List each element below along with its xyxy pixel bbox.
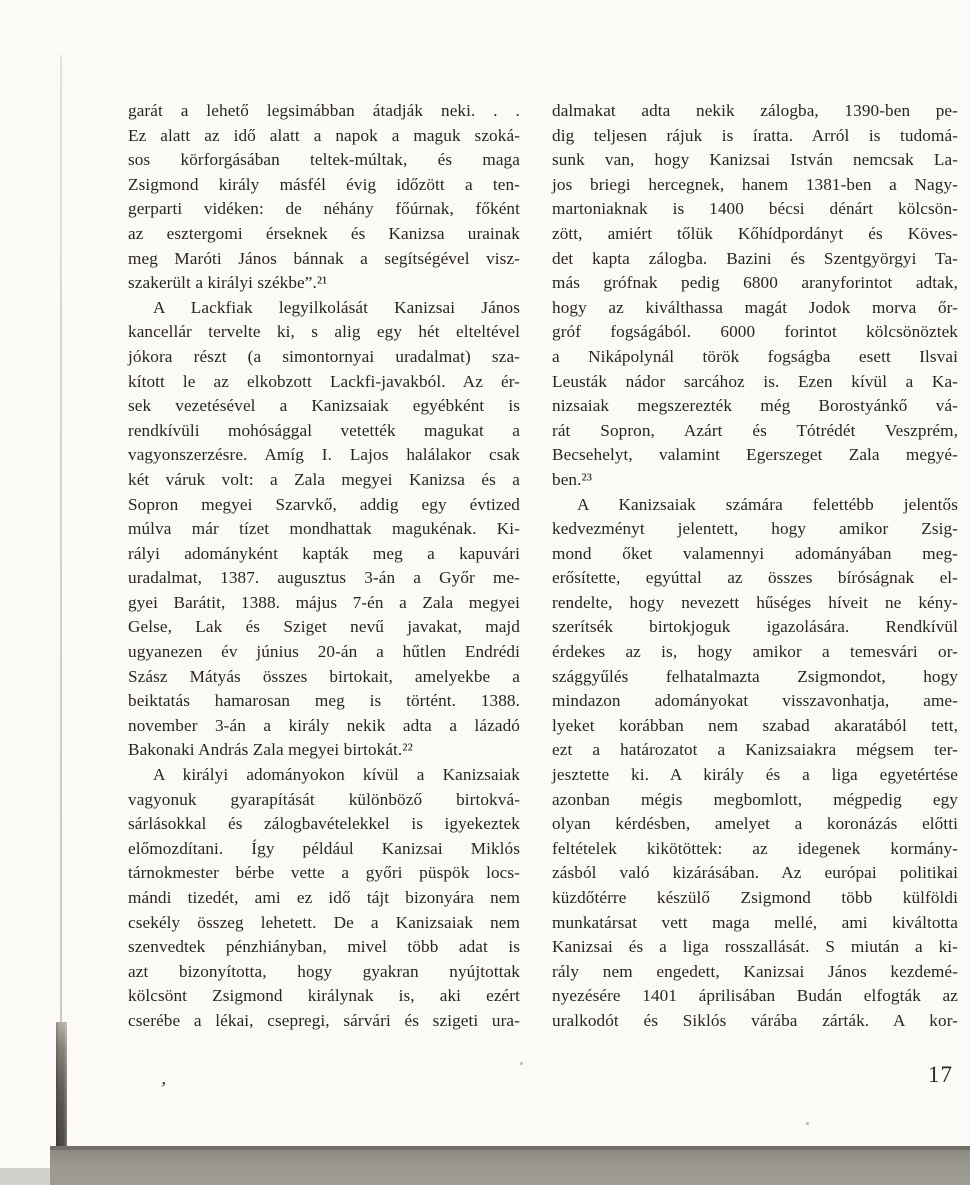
- text-line: munkatársat vett maga mellé, ami kiváltotta: [552, 912, 958, 932]
- text-line: szerítsék birtokjoguk igazolására. Rendkívül: [552, 617, 958, 637]
- text-line: rályi adományként kapták meg a kapuvári: [128, 543, 520, 563]
- text-line: Zsigmond király másfél évig időzött a ten-: [128, 174, 520, 194]
- paragraph: [128, 99, 520, 296]
- text-line: rát Sopron, Azárt és Tótrédét Veszprém,: [552, 420, 958, 440]
- text-line: Ez alatt az idő alatt a napok a maguk szoká-: [128, 125, 520, 145]
- paragraph: [128, 763, 520, 1034]
- text-line: csekély összeg lehetett. De a Kanizsaiak nem: [128, 912, 520, 932]
- text-line: sunk van, hogy Kanizsai István nemcsak La-: [552, 150, 958, 170]
- paragraph: [128, 296, 520, 763]
- text-line: dalmakat adta nekik zálogba, 1390-ben pe-: [552, 101, 958, 120]
- text-line: jos briegi hercegnek, hanem 1381-ben a Nagy-: [552, 174, 958, 194]
- text-line: zásból való kizárásában. Az európai politikai: [552, 863, 958, 883]
- text-line: Sopron megyei Szarvkő, addig egy évtized: [128, 494, 520, 514]
- text-line: zött, amiért tőlük Kőhídpordányt és Köves-: [552, 223, 958, 243]
- text-line: kedvezményt jelentett, hogy amikor Zsig-: [552, 519, 958, 539]
- text-line: rály nem engedett, Kanizsai János kezdemé-: [552, 961, 958, 981]
- text-line: vagyonuk gyarapítását különböző birtokvá-: [128, 789, 520, 809]
- text-line: feltételek kikötöttek: az idegenek kormány-: [552, 838, 958, 858]
- text-line: martoniaknak is 1400 bécsi dénárt kölcsön-: [552, 199, 958, 219]
- text-line: nyezésére 1401 áprilisában Budán elfogták az: [552, 986, 958, 1006]
- text-line: rendelte, hogy nevezett hűséges híveit ne kény-: [552, 592, 958, 612]
- text-line: sek vezetésével a Kanizsaiak egyébként is: [128, 396, 520, 416]
- text-line: november 3-án a király nekik adta a lázadó: [128, 715, 520, 735]
- text-line: kított le az elkobzott Lackfi-javakból. Az ér-: [128, 371, 520, 391]
- text-line: mindazon adományokat visszavonhatja, ame-: [552, 691, 958, 711]
- text-line: azt bizonyította, hogy gyakran nyújtottak: [128, 961, 520, 981]
- text-line: gróf fogságából. 6000 forintot kölcsönöztek: [552, 322, 958, 342]
- text-line: nizsaiak megszerezték még Borostyánkő vá-: [552, 396, 958, 416]
- scan-bottom-left-edge: [0, 1168, 50, 1185]
- text-line: azonban mégis megbomlott, mégpedig egy: [552, 789, 958, 809]
- text-line: Bakonaki András Zala megyei birtokát.²²: [128, 740, 413, 760]
- text-line: olyan kérdésben, amelyet a koronázás előtti: [552, 814, 958, 834]
- text-line: uralkodót és Siklós várába zárták. A kor-: [552, 1010, 958, 1030]
- text-line: erősítette, egyúttal az összes bíróságnak el-: [552, 568, 958, 588]
- text-line: jókora részt (a simontornyai uradalmat) sza-: [128, 346, 520, 366]
- text-column-left: [128, 99, 520, 1034]
- text-line: küzdőtérre készülő Zsigmond több külföldi: [552, 888, 958, 907]
- stray-ink-mark: ,: [160, 1067, 169, 1090]
- text-line: hogy az kiválthassa magát Jodok morva őr-: [552, 297, 958, 317]
- text-line: cserébe a lékai, csepregi, sárvári és szigeti ura-: [128, 1010, 520, 1030]
- text-line: az esztergomi érseknek és Kanizsa urainak: [128, 223, 520, 243]
- text-line: meg Maróti János bánnak a segítségével visz-: [128, 248, 520, 268]
- text-line: érdekes az is, hogy amikor a temesvári or-: [552, 642, 958, 662]
- text-line: det kapta zálogba. Bazini és Szentgyörgyi Ta-: [552, 248, 958, 268]
- text-line: rendkívüli mohósággal vetették magukat a: [128, 420, 520, 440]
- text-line: Becsehelyt, valamint Egerszeget Zala megyé-: [552, 445, 958, 465]
- text-line: két váruk volt: a Zala megyei Kanizsa és a: [128, 469, 520, 489]
- paragraph: [552, 493, 958, 1034]
- text-line: előmozdítani. Így például Kanizsai Miklós: [128, 838, 520, 858]
- scan-bottom-band: [50, 1146, 970, 1185]
- text-line: A királyi adományokon kívül a Kanizsaiak: [153, 765, 520, 785]
- scan-gutter-shadow: [56, 1022, 67, 1148]
- page-number: 17: [928, 1062, 953, 1087]
- text-line: mond őket valamennyi adományában meg-: [552, 543, 958, 563]
- text-line: beiktatás hamarosan meg is történt. 1388.: [128, 691, 520, 711]
- text-line: uradalmat, 1387. augusztus 3-án a Győr me-: [128, 568, 520, 588]
- text-line: tárnokmester bérbe vette a győri püspök locs-: [128, 863, 520, 883]
- text-line: A Lackfiak legyilkolását Kanizsai János: [153, 297, 520, 317]
- text-line: Szász Mátyás összes birtokait, amelyekbe a: [128, 666, 520, 686]
- text-line: sos körforgásában teltek-múltak, és maga: [128, 150, 520, 170]
- scan-gutter-line: [60, 55, 62, 1030]
- text-line: Gelse, Lak és Sziget nevű javakat, majd: [128, 617, 520, 637]
- text-line: gyei Barátit, 1388. május 7-én a Zala megyei: [128, 592, 520, 612]
- text-line: vagyonszerzésre. Amíg I. Lajos halálakor csak: [128, 445, 520, 465]
- text-line: Kanizsai és a liga rosszallását. S miután a ki-: [552, 937, 958, 957]
- text-line: A Kanizsaiak számára felettébb jelentős: [577, 494, 958, 514]
- text-line: sárlásokkal és zálogbavételekkel is igyekeztek: [128, 814, 520, 834]
- text-line: gerparti vidéken: de néhány főúrnak, főként: [128, 199, 520, 219]
- text-line: ugyanezen év június 20-án a hűtlen Endrédi: [128, 642, 520, 662]
- text-line: szenvedtek pénzhiányban, mivel több adat is: [128, 937, 520, 957]
- ink-speck: [520, 1062, 523, 1065]
- text-line: kancellár tervelte ki, s alig egy hét elteltével: [128, 322, 520, 342]
- text-line: ezt a határozatot a Kanizsaiakra mégsem ter-: [552, 740, 958, 760]
- text-line: más grófnak pedig 6800 aranyforintot adtak,: [552, 273, 958, 293]
- text-line: lyeket korábban nem szabad akaratából tett,: [552, 715, 958, 735]
- text-line: kölcsönt Zsigmond királynak is, aki ezért: [128, 986, 520, 1006]
- text-line: szakerült a királyi székbe”.²¹: [128, 273, 328, 293]
- text-line: dig teljesen rájuk is íratta. Arról is tudomá-: [552, 125, 958, 145]
- paragraph: [552, 99, 958, 493]
- text-column-right: [552, 99, 958, 1034]
- text-line: szággyűlés felhatalmazta Zsigmondot, hogy: [552, 666, 958, 686]
- text-line: Leusták nádor sarcához is. Ezen kívül a Ka-: [552, 371, 958, 391]
- text-line: jesztette ki. A király és a liga egyetértése: [552, 765, 958, 785]
- text-line: a Nikápolynál török fogságba esett Ilsvai: [552, 346, 958, 366]
- text-line: mándi tizedét, ami ez idő tájt bizonyára nem: [128, 888, 520, 907]
- text-line: garát a lehető legsimábban átadják neki. . .: [128, 101, 520, 120]
- text-line: ben.²³: [552, 469, 593, 489]
- text-line: múlva már tízet mondhattak magukénak. Ki-: [128, 519, 520, 539]
- ink-speck: [806, 1122, 809, 1125]
